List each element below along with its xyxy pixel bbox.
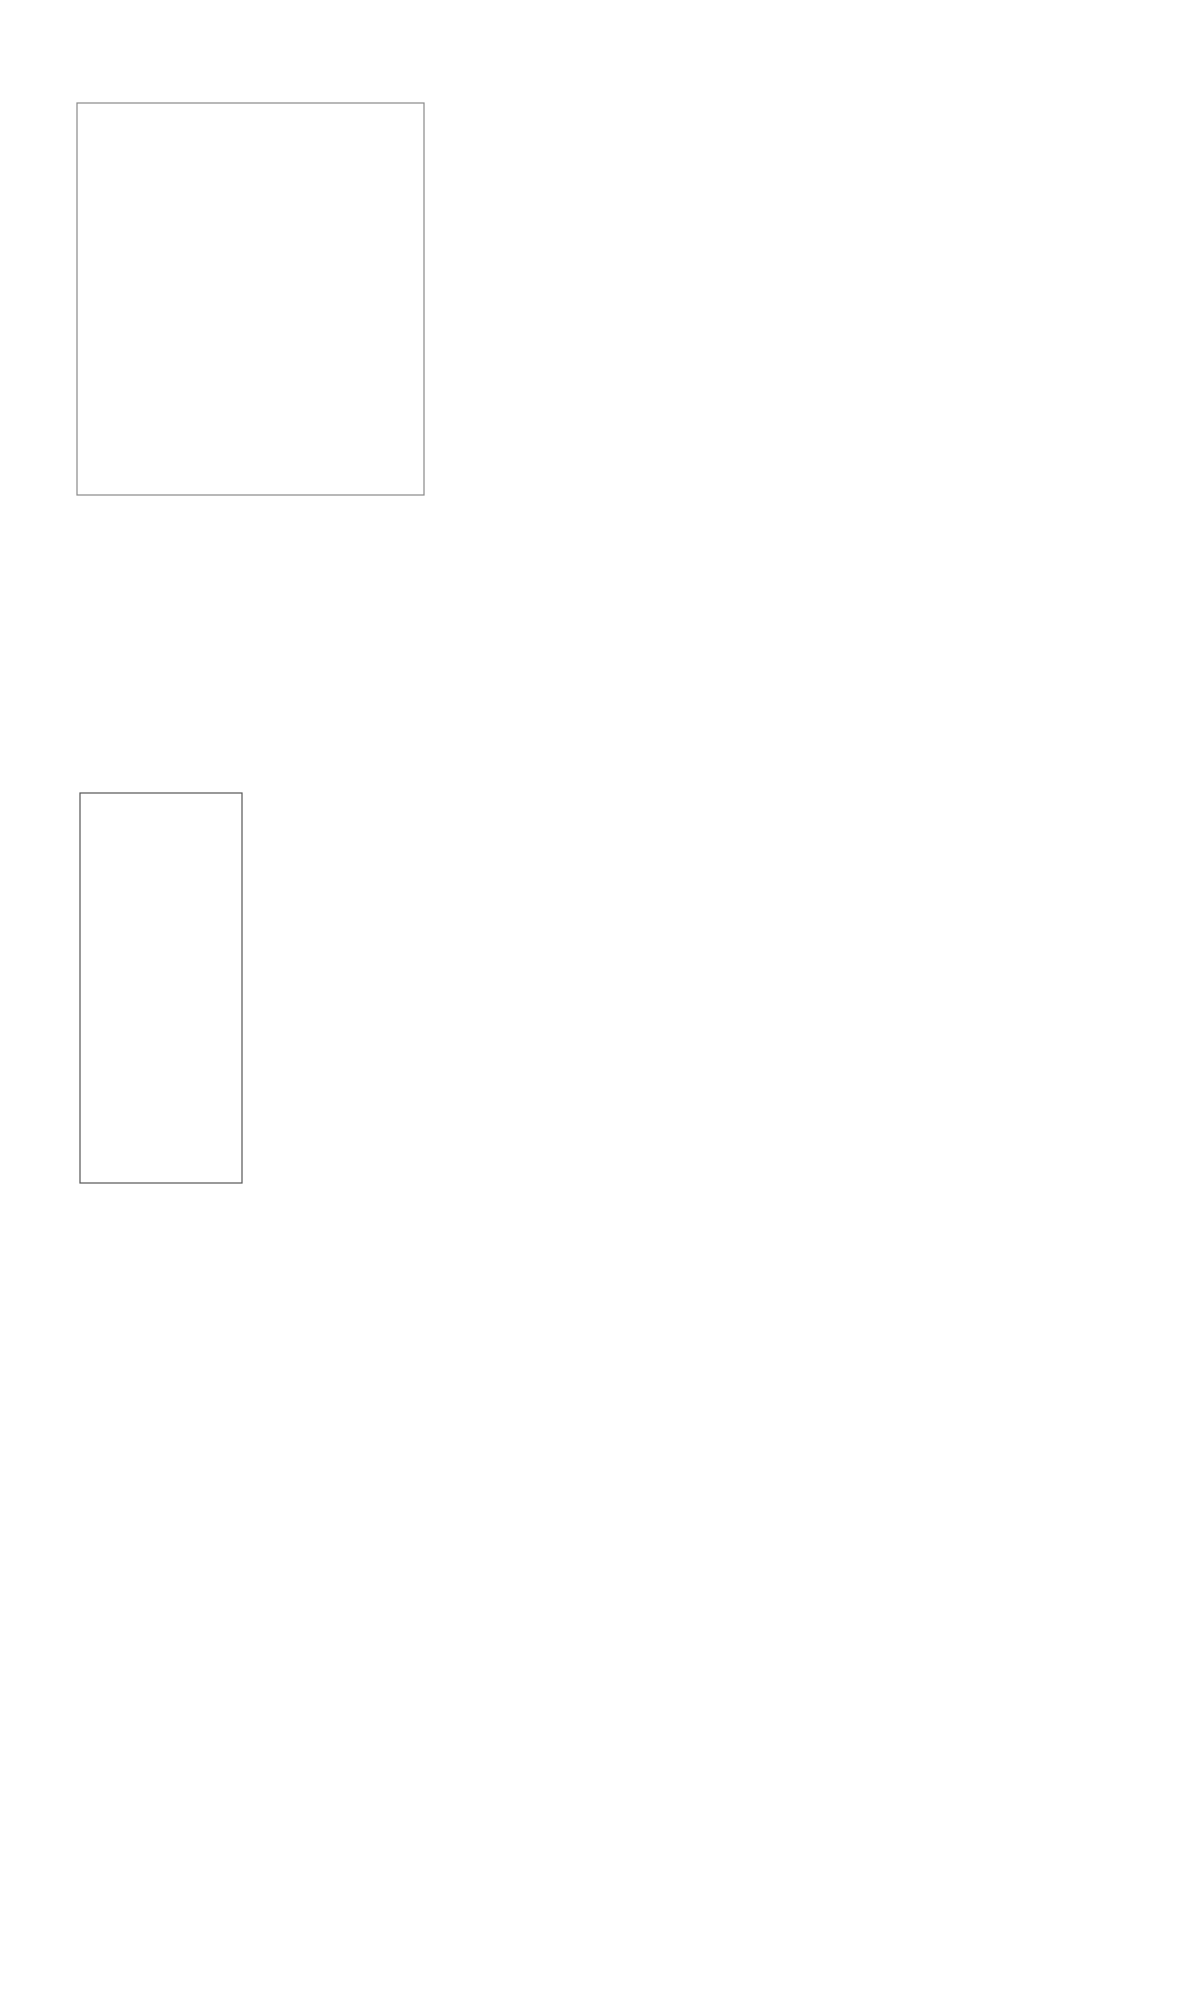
fig2-plot-frame <box>77 103 424 495</box>
fig3-sensitivity-chart <box>0 715 600 1255</box>
fig2-panel <box>0 0 600 690</box>
fig3-plot-frame <box>80 793 242 1183</box>
fig2-line-chart <box>0 0 600 600</box>
fig3-panel <box>0 715 600 1355</box>
